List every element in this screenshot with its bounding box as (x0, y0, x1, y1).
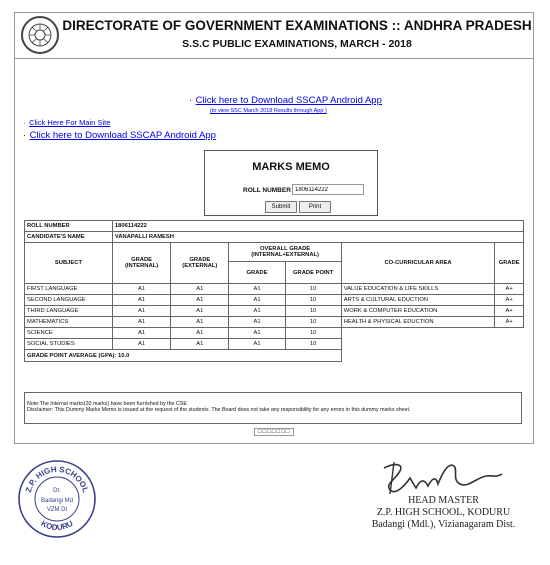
table-row (25, 295, 524, 306)
overall-grade: A1 (229, 295, 285, 306)
co-grade-header: GRADE (495, 243, 524, 284)
grade-internal: A1 (112, 295, 170, 306)
download-app-link-text-2[interactable]: Click here to Download SSCAP Android App (29, 130, 216, 141)
grade-external: A1 (171, 339, 229, 350)
co-curricular-empty (341, 328, 523, 350)
download-app-link-bottom[interactable] (22, 130, 216, 141)
roll-number-cell-value: 1806114222 (112, 221, 523, 232)
grade-internal: A1 (112, 339, 170, 350)
overall-grade: A1 (229, 339, 285, 350)
overall-grade: A1 (229, 317, 285, 328)
gpa-empty (341, 350, 523, 362)
grade-point: 10 (285, 317, 341, 328)
co-curricular-area: VALUE EDUCATION & LIFE SKILLS (341, 284, 495, 295)
gpa-text: GRADE POINT AVERAGE (GPA): 10.0 (25, 350, 342, 362)
co-curricular-grade: A+ (495, 317, 524, 328)
roll-number-label: ROLL NUMBER (243, 187, 291, 194)
grade-external: A1 (171, 317, 229, 328)
name-row (25, 232, 524, 243)
memo-title: MARKS MEMO (252, 161, 330, 173)
school-seal-stamp (16, 458, 98, 540)
co-curricular-grade: A+ (495, 284, 524, 295)
internal-marks-note: Note:The Internal marks(20 marks) have been furnished by the CSE (27, 401, 187, 407)
headmaster-signature (376, 454, 506, 500)
grade-external: A1 (171, 295, 229, 306)
gpa-row (25, 350, 524, 362)
co-curricular-area: HEALTH & PHYSICAL EDUCTION (341, 317, 495, 328)
marks-table (24, 220, 524, 362)
overall-grade-header: OVERALL GRADE (INTERNAL+EXTERNAL) (229, 243, 341, 262)
bullet-icon: · (188, 95, 193, 106)
roll-row (25, 221, 524, 232)
disclaimer-text: Disclaimer: This Dummy Marks Memo is issued at the request of the students. The Board does not take any responsibility for any errors in this dummy marks sheet. (27, 407, 411, 413)
table-row (25, 306, 524, 317)
main-site-link[interactable] (22, 118, 110, 127)
page-title: DIRECTORATE OF GOVERNMENT EXAMINATIONS :: ANDHRA PRADESH (62, 18, 532, 33)
subject-name: SOCIAL STUDIES (25, 339, 113, 350)
grade-external: A1 (171, 328, 229, 339)
table-row (25, 317, 524, 328)
emblem-icon (27, 22, 53, 48)
grade-internal: A1 (112, 306, 170, 317)
grade-external: A1 (171, 306, 229, 317)
subject-name: FIRST LANGUAGE (25, 284, 113, 295)
grade-header: GRADE (229, 262, 285, 284)
submit-button[interactable]: Submit (265, 201, 297, 213)
grade-point-header: GRADE POINT (285, 262, 341, 284)
download-app-link-text[interactable]: Click here to Download SSCAP Android App (195, 95, 382, 106)
header-divider (14, 58, 534, 59)
page-indicator: □□□□□□□ (254, 428, 294, 436)
seal-inner-3: VZM Dt (46, 507, 68, 513)
seal-inner-1: Dt. (53, 488, 61, 494)
overall-grade: A1 (229, 328, 285, 339)
co-curricular-grade: A+ (495, 306, 524, 317)
candidate-name-label: CANDIDATE'S NAME (25, 232, 113, 243)
co-curricular-grade: A+ (495, 295, 524, 306)
overall-grade: A1 (229, 306, 285, 317)
subject-name: MATHEMATICS (25, 317, 113, 328)
grade-external-header: GRADE (EXTERNAL) (171, 243, 229, 284)
table-row (25, 284, 524, 295)
headmaster-school: Z.P. HIGH SCHOOL, KODURU (376, 507, 511, 518)
print-button[interactable]: Print (299, 201, 331, 213)
headmaster-designation (356, 495, 531, 531)
main-site-link-text[interactable]: Click Here For Main Site (29, 118, 111, 127)
bullet-icon: · (22, 130, 27, 141)
grade-point: 10 (285, 328, 341, 339)
grade-internal: A1 (112, 328, 170, 339)
download-app-link-top[interactable] (188, 95, 382, 106)
grade-point: 10 (285, 306, 341, 317)
roll-number-cell-label: ROLL NUMBER (25, 221, 113, 232)
headmaster-address: Badangi (Mdl.), Vizianagaram Dist. (371, 519, 516, 530)
grade-internal: A1 (112, 284, 170, 295)
header-row-1 (25, 243, 524, 262)
headmaster-title: HEAD MASTER (408, 495, 479, 506)
marks-memo-form (204, 150, 378, 216)
grade-internal: A1 (112, 317, 170, 328)
grade-point: 10 (285, 284, 341, 295)
seal-top-text: Z.P. HIGH SCHOOL (23, 464, 91, 494)
seal-inner-2: Badangi Md (40, 498, 74, 504)
grade-external: A1 (171, 284, 229, 295)
co-curricular-header: CO-CURRICULAR AREA (341, 243, 495, 284)
grade-point: 10 (285, 339, 341, 350)
grade-point: 10 (285, 295, 341, 306)
ap-emblem-logo (21, 16, 59, 54)
bullet-icon: · (23, 118, 26, 127)
candidate-name-value: VANAPALLI RAMESH (112, 232, 523, 243)
notes-box (24, 392, 522, 424)
subject-header: SUBJECT (25, 243, 113, 284)
grade-internal-header: GRADE (INTERNAL) (112, 243, 170, 284)
app-results-note-link[interactable]: (to view SSC March 2018 Results through App ) (210, 108, 327, 114)
roll-number-input[interactable] (292, 184, 364, 195)
page-subtitle: S.S.C PUBLIC EXAMINATIONS, MARCH - 2018 (182, 38, 412, 50)
subject-name: THIRD LANGUAGE (25, 306, 113, 317)
co-curricular-area: ARTS & CULTURAL EDUCTION (341, 295, 495, 306)
overall-grade: A1 (229, 284, 285, 295)
seal-bottom-text: KODURU (39, 518, 75, 533)
table-row (25, 328, 524, 339)
subject-name: SCIENCE (25, 328, 113, 339)
co-curricular-area: WORK & COMPUTER EDUCATION (341, 306, 495, 317)
subject-name: SECOND LANGUAGE (25, 295, 113, 306)
